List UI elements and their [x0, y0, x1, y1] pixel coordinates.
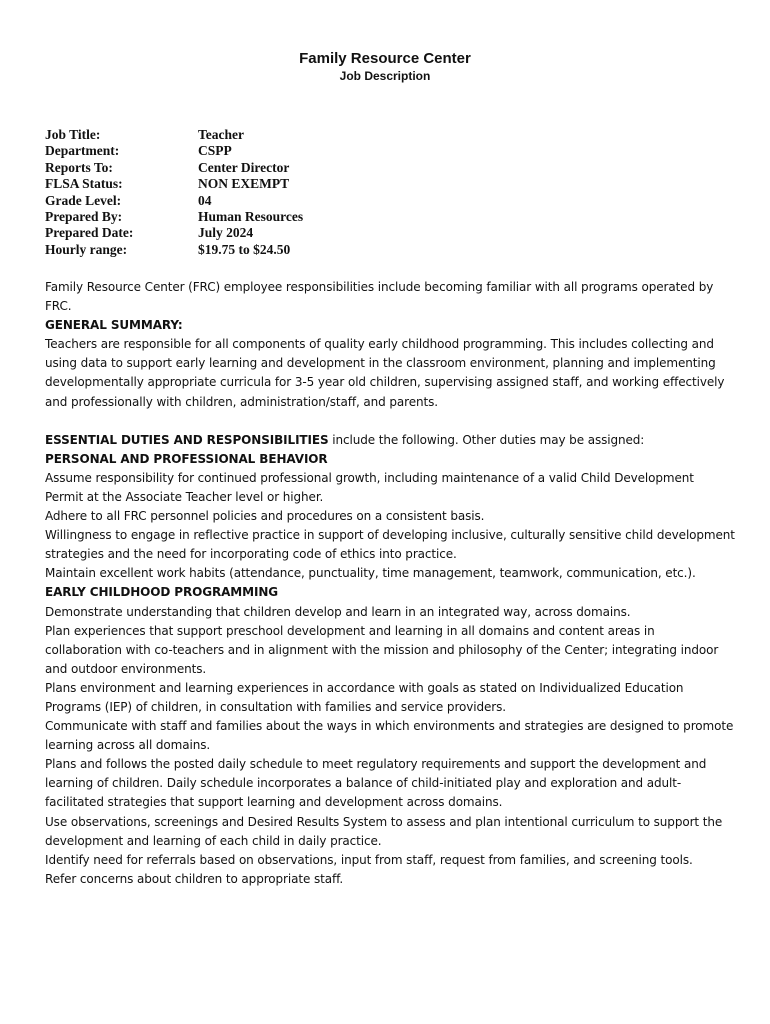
document-subtitle: Job Description	[339, 69, 431, 83]
job-info-row	[45, 193, 303, 209]
general-summary-heading: GENERAL SUMMARY:	[45, 318, 183, 333]
list-item: Assume responsibility for continued professional growth, including maintenance of a valid Child Development Permit at the Associate Teacher level or higher.	[45, 470, 694, 504]
job-info-row	[45, 160, 303, 176]
prepared-date-value: July 2024	[198, 225, 254, 241]
hourly-range-value: $19.75 to $24.50	[198, 241, 291, 257]
job-title-label: Job Title:	[45, 127, 101, 142]
prepared-date-label: Prepared Date:	[45, 225, 134, 241]
reports-to-value: Center Director	[198, 159, 290, 175]
document-title: Family Resource Center	[299, 50, 471, 67]
general-summary-text: Teachers are responsible for all components of quality early childhood programming. This includes collecting and using data to support early learning and development in the classroom environment, planning and implementing developmentally appropriate curricula for 3-5 year old children, supervising assigned staff, and working effectively and professionally with children, administration/staff, and parents.	[45, 337, 725, 409]
flsa-status-label: FLSA Status:	[45, 176, 123, 192]
prepared-by-label: Prepared By:	[45, 209, 123, 225]
reports-to-label: Reports To:	[45, 159, 113, 175]
essential-duties-intro	[45, 431, 735, 450]
department-label: Department:	[45, 143, 120, 159]
job-info-row	[45, 143, 303, 159]
list-item: Plan experiences that support preschool development and learning in all domains and content areas in collaboration with co-teachers and in alignment with the mission and philosophy of the Center; integrating indoor and outdoor environments.	[45, 623, 719, 676]
list-item: Adhere to all FRC personnel policies and procedures on a consistent basis.	[45, 509, 485, 524]
list-item: Willingness to engage in reflective practice in support of developing inclusive, culturally sensitive child development strategies and the need for incorporating code of ethics into practice.	[45, 528, 735, 562]
list-item: Plans environment and learning experiences in accordance with goals as stated on Individualized Education Programs (IEP) of children, in consultation with families and service providers.	[45, 680, 684, 714]
job-info-row	[45, 225, 303, 241]
document-body	[45, 278, 735, 889]
early-childhood-heading: EARLY CHILDHOOD PROGRAMMING	[45, 585, 279, 600]
essential-duties-text: include the following. Other duties may be assigned:	[328, 432, 645, 447]
flsa-status-value: NON EXEMPT	[198, 176, 290, 192]
job-info-row	[45, 242, 303, 258]
list-item: Use observations, screenings and Desired Results System to assess and plan intentional curriculum to support the development and learning of each child in daily practice.	[45, 814, 723, 848]
list-item: Demonstrate understanding that children develop and learn in an integrated way, across domains.	[45, 604, 631, 619]
list-item: Communicate with staff and families about the ways in which environments and strategies are designed to promote learning across all domains.	[45, 719, 734, 753]
department-value: CSPP	[198, 143, 232, 159]
grade-level-value: 04	[198, 192, 212, 208]
personal-behavior-heading: PERSONAL AND PROFESSIONAL BEHAVIOR	[45, 451, 328, 466]
list-item: Identify need for referrals based on observations, input from staff, request from families, and screening tools.	[45, 852, 693, 867]
list-item: Plans and follows the posted daily schedule to meet regulatory requirements and support the development and learning of children. Daily schedule incorporates a balance of child-initiated play and exploration and adult-facilitated strategies that support learning and development across domains.	[45, 757, 707, 810]
intro-paragraph: Family Resource Center (FRC) employee responsibilities include becoming familiar with all programs operated by FRC.	[45, 280, 714, 314]
essential-duties-heading: ESSENTIAL DUTIES AND RESPONSIBILITIES	[45, 432, 329, 447]
job-info-table	[45, 127, 303, 258]
grade-level-label: Grade Level:	[45, 192, 122, 208]
list-item: Refer concerns about children to appropriate staff.	[45, 871, 344, 886]
job-info-row	[45, 176, 303, 192]
job-info-row	[45, 127, 303, 143]
job-info-row	[45, 209, 303, 225]
list-item: Maintain excellent work habits (attendance, punctuality, time management, teamwork, communication, etc.).	[45, 566, 696, 581]
job-title-value: Teacher	[198, 127, 244, 142]
hourly-range-label: Hourly range:	[45, 241, 128, 257]
prepared-by-value: Human Resources	[198, 209, 304, 225]
